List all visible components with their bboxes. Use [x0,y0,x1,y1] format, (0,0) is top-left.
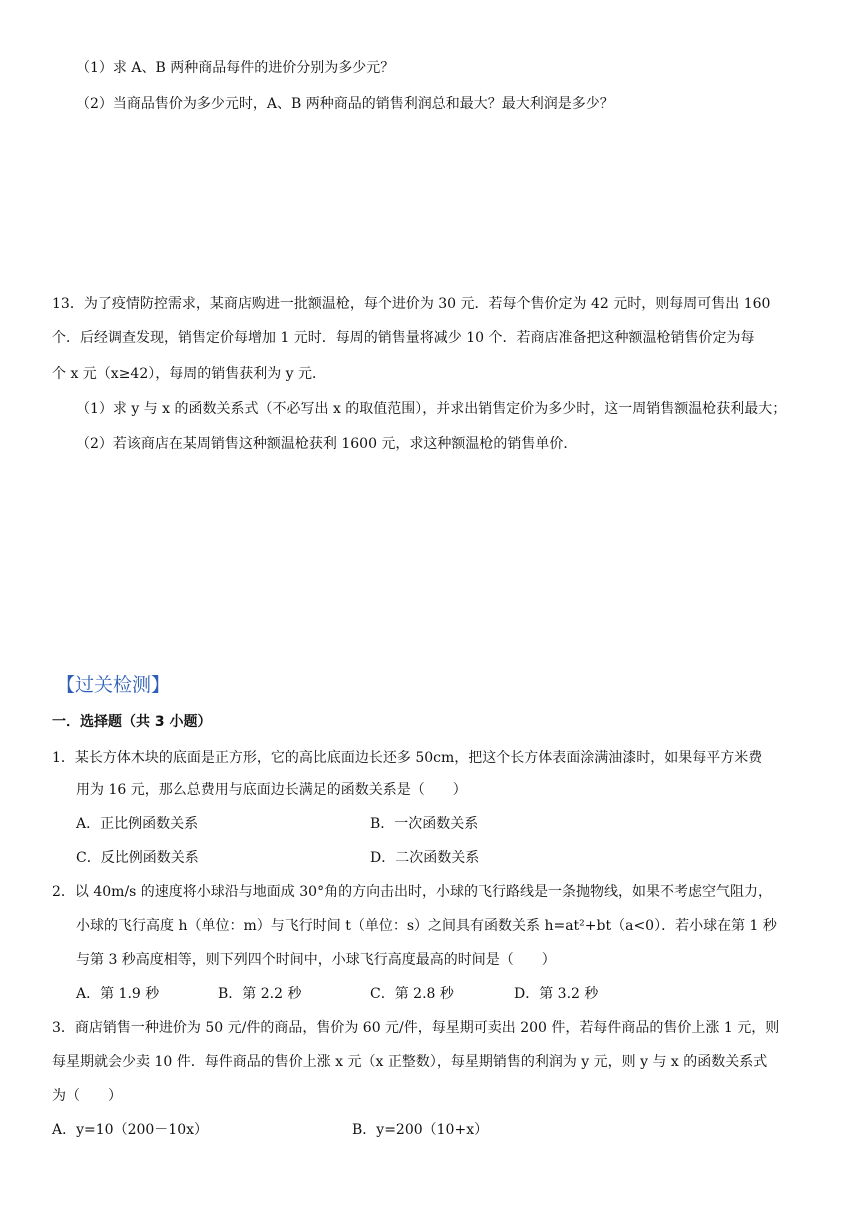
q13-part1: （1）求 y 与 x 的函数关系式（不必写出 x 的取值范围），并求出销售定价为多少时，这一周销售额温枪获利最大； [76,401,787,417]
mc2-option-a: A．第 1.9 秒 [76,986,160,1002]
section-subheading: 一．选择题（共 3 小题） [52,714,212,730]
mc2-option-b: B．第 2.2 秒 [218,986,302,1002]
mc2-option-c: C．第 2.8 秒 [370,986,454,1002]
q13-line2: 个．后经调查发现，销售定价每增加 1 元时．每周的销售量将减少 10 个．若商店准备把这种额温枪销售价定为每 [52,330,755,346]
mc3-option-b: B．y=200（10+x） [352,1122,489,1138]
mc3-line1: 3．商店销售一种进价为 50 元/件的商品，售价为 60 元/件，每星期可卖出 200 件，若每件商品的售价上涨 1 元，则 [52,1020,780,1036]
section-title: 【过关检测】 [56,674,171,696]
mc1-option-d: D．二次函数关系 [370,850,480,866]
mc1-line2: 用为 16 元，那么总费用与底面边长满足的函数关系是（ ） [76,782,467,798]
mc2-line1: 2．以 40m/s 的速度将小球沿与地面成 30°角的方向击出时，小球的飞行路线是一条抛物线，如果不考虑空气阻力， [52,884,773,900]
mc2-option-d: D．第 3.2 秒 [514,986,599,1002]
q13-line1: 13．为了疫情防控需求，某商店购进一批额温枪，每个进价为 30 元．若每个售价定为 42 元时，则每周可售出 160 [52,296,771,312]
q13-line3: 个 x 元（x≥42），每周的销售获利为 y 元． [52,366,327,382]
mc1-option-a: A．正比例函数关系 [76,816,199,832]
q13-part2: （2）若该商店在某周销售这种额温枪获利 1600 元，求这种额温枪的销售单价． [76,436,578,452]
mc3-option-a: A．y=10（200－10x） [52,1122,208,1138]
q12-part1: （1）求 A、B 两种商品每件的进价分别为多少元？ [76,60,395,76]
mc1-option-b: B．一次函数关系 [370,816,479,832]
mc3-line2: 每星期就会少卖 10 件．每件商品的售价上涨 x 元（x 正整数），每星期销售的利润为 y 元，则 y 与 x 的函数关系式 [52,1054,768,1070]
mc2-line2: 小球的飞行高度 h（单位：m）与飞行时间 t（单位：s）之间具有函数关系 h=at²+bt（a<0）．若小球在第 1 秒 [76,918,777,934]
mc3-line3: 为（ ） [52,1088,122,1104]
mc1-line1: 1．某长方体木块的底面是正方形，它的高比底面边长还多 50cm，把这个长方体表面涂满油漆时，如果每平方米费 [52,750,763,766]
mc1-option-c: C．反比例函数关系 [76,850,199,866]
mc2-line3: 与第 3 秒高度相等，则下列四个时间中，小球飞行高度最高的时间是（ ） [76,952,556,968]
q12-part2: （2）当商品售价为多少元时，A、B 两种商品的销售利润总和最大？最大利润是多少？ [76,96,614,112]
